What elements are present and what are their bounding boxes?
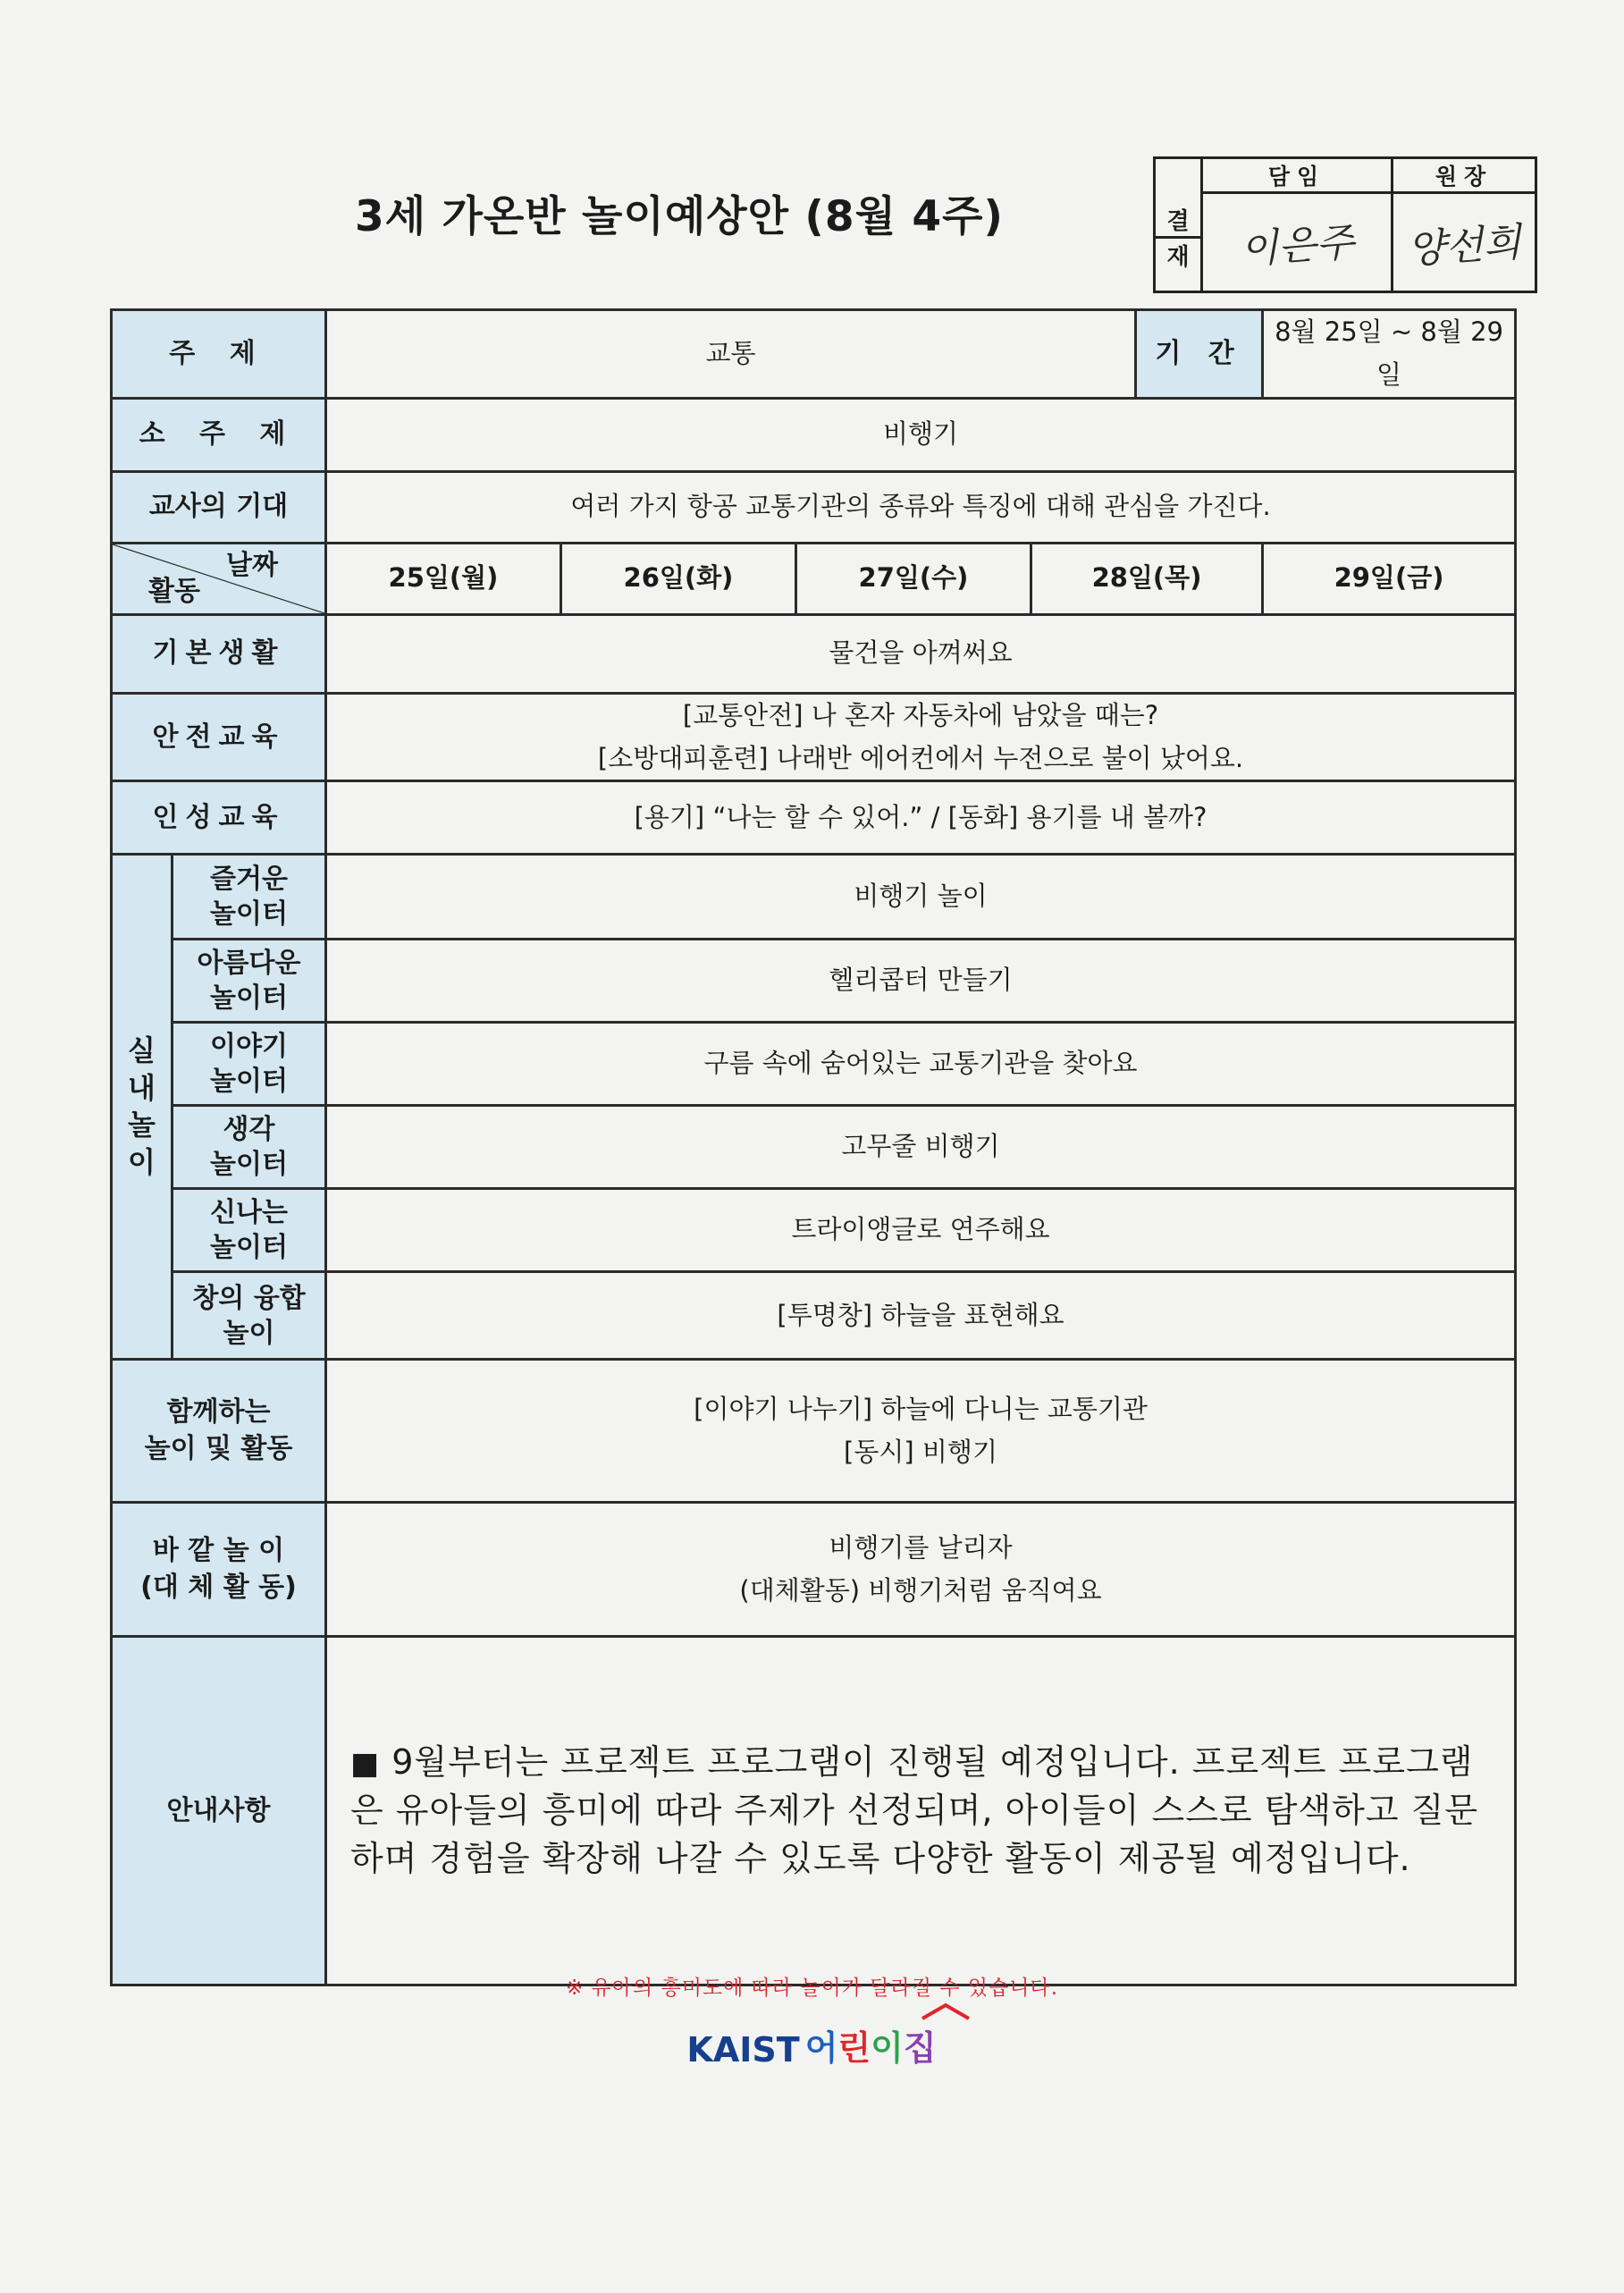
- basic-life-label: 기본생활: [112, 614, 326, 693]
- period-label: 기 간: [1136, 310, 1263, 399]
- indoor-value-3: 구름 속에 숨어있는 교통기관을 찾아요: [326, 1023, 1516, 1106]
- outdoor-label: 바 깥 놀 이 (대 체 활 동): [112, 1503, 326, 1637]
- day-tue: 26일(화): [561, 543, 796, 614]
- indoor-label-5: 신나는 놀이터: [172, 1189, 326, 1272]
- safety-line-1: [교통안전] 나 혼자 자동차에 남았을 때는?: [682, 699, 1159, 730]
- subtheme-label: 소 주 제: [112, 398, 326, 471]
- expectation-value: 여러 가지 항공 교통기관의 종류와 특징에 대해 관심을 가진다.: [326, 471, 1516, 543]
- character-value: [용기] “나는 할 수 있어.” / [동화] 용기를 내 볼까?: [326, 781, 1516, 855]
- together-line-1: [이야기 나누기] 하늘에 다니는 교통기관: [694, 1394, 1148, 1425]
- indoor-play-char: 실: [128, 1033, 156, 1068]
- indoor-play-vertical-text: [113, 1033, 171, 1181]
- theme-value: 교통: [326, 310, 1136, 399]
- notice-body: 9월부터는 프로젝트 프로그램이 진행될 예정입니다. 프로젝트 프로그램은 유아들의 흥미에 따라 주제가 선정되며, 아이들이 스스로 탐색하고 질문하며 경험을 확장해 나갈 수 있도록 다양한 활동이 제공될 예정입니다.: [350, 1741, 1479, 1878]
- approval-label-bottom: 재: [1155, 238, 1202, 292]
- corner-activity-label: 활동: [148, 575, 200, 607]
- subtheme-value: 비행기: [326, 398, 1516, 471]
- day-fri: 29일(금): [1263, 543, 1516, 614]
- indoor-value-2: 헬리콥터 만들기: [326, 940, 1516, 1023]
- kaist-logo: [677, 2007, 946, 2070]
- expectation-label: 교사의 기대: [112, 471, 326, 543]
- together-label: 함께하는 놀이 및 활동: [112, 1360, 326, 1503]
- outdoor-value: [326, 1503, 1516, 1637]
- diagonal-line: [113, 544, 324, 613]
- notice-bullet: ■: [350, 1745, 381, 1782]
- approval-header-director: 원장: [1393, 158, 1536, 193]
- logo-kaist-text: KAIST: [686, 2030, 800, 2070]
- indoor-play-char: 놀: [128, 1108, 156, 1142]
- indoor-value-6: [투명창] 하늘을 표현해요: [326, 1272, 1516, 1360]
- outdoor-line-2: (대체활동) 비행기처럼 움직여요: [739, 1574, 1102, 1606]
- indoor-label-2: 아름다운 놀이터: [172, 940, 326, 1023]
- theme-label: 주 제: [112, 310, 326, 399]
- period-value: 8월 25일 ~ 8월 29일: [1263, 310, 1516, 399]
- plan-table: [110, 308, 1517, 1986]
- indoor-label-1: 즐거운 놀이터: [172, 855, 326, 940]
- footnote: ※ 유아의 흥미도에 따라 놀이가 달라질 수 있습니다.: [565, 1977, 1059, 2000]
- signature-director: 양선희: [1393, 193, 1536, 292]
- day-mon: 25일(월): [326, 543, 561, 614]
- safety-line-2: [소방대피훈련] 나래반 에어컨에서 누전으로 불이 났어요.: [597, 742, 1244, 773]
- notice-label: 안내사항: [112, 1637, 326, 1985]
- indoor-label-6: 창의 융합 놀이: [172, 1272, 326, 1360]
- indoor-play-char: 이: [128, 1144, 156, 1179]
- outdoor-line-1: 비행기를 날리자: [829, 1532, 1013, 1564]
- together-value: [326, 1360, 1516, 1503]
- basic-life-value: 물건을 아껴써요: [326, 614, 1516, 693]
- indoor-play-char: 내: [128, 1070, 156, 1105]
- indoor-label-3: 이야기 놀이터: [172, 1023, 326, 1106]
- indoor-play-label: [112, 855, 172, 1360]
- together-line-2: [동시] 비행기: [844, 1436, 997, 1467]
- day-thu: 28일(목): [1031, 543, 1263, 614]
- approval-box: [1153, 156, 1537, 293]
- indoor-label-4: 생각 놀이터: [172, 1106, 326, 1189]
- safety-label: 안전교육: [112, 693, 326, 781]
- indoor-value-5: 트라이앵글로 연주해요: [326, 1189, 1516, 1272]
- indoor-value-4: 고무줄 비행기: [326, 1106, 1516, 1189]
- signature-teacher: 이은주: [1202, 193, 1393, 292]
- date-activity-corner: [112, 543, 326, 614]
- corner-date-label: 날짜: [226, 549, 278, 581]
- page-title: 3세 가온반 놀이예상안 (8월 4주): [355, 192, 1004, 241]
- approval-header-teacher: 담임: [1202, 158, 1393, 193]
- day-wed: 27일(수): [796, 543, 1031, 614]
- logo-kindergarten-text: 어린이집: [804, 2028, 937, 2068]
- indoor-value-1: 비행기 놀이: [326, 855, 1516, 940]
- safety-value: [326, 693, 1516, 781]
- character-label: 인성교육: [112, 781, 326, 855]
- notice-text: [326, 1637, 1516, 1985]
- approval-label-top: 결: [1155, 158, 1202, 238]
